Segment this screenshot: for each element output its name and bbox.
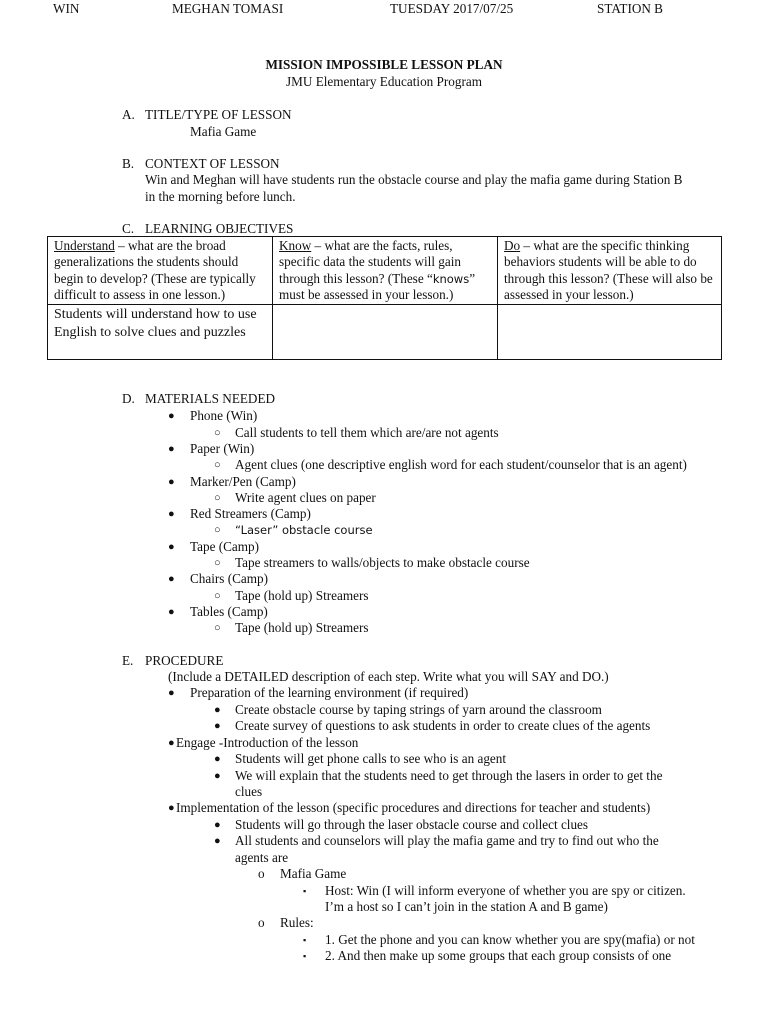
procedure-prep-step: Create survey of questions to ask students in order to create clues of the agents bbox=[235, 718, 651, 733]
procedure-engage-step: Students will get phone calls to see who is an agent bbox=[235, 751, 507, 766]
sub-bullet-circle: ○ bbox=[214, 590, 221, 602]
know-description-2: ” must be assessed in your lesson.) bbox=[279, 270, 476, 302]
header-name-meghan: MEGHAN TOMASI bbox=[172, 1, 284, 16]
rule-2: 2. And then make up some groups that each group consists of one bbox=[325, 948, 672, 963]
sub-bullet-circle: ○ bbox=[214, 524, 221, 536]
procedure-engage-step-cont: clues bbox=[235, 784, 263, 799]
doc-title: MISSION IMPOSSIBLE LESSON PLAN bbox=[265, 57, 503, 72]
square-bullet: ▪ bbox=[303, 951, 307, 961]
rule-1: 1. Get the phone and you can know whether you are spy(mafia) or not bbox=[325, 932, 695, 947]
material-item: Chairs (Camp) bbox=[190, 571, 269, 586]
bullet-dot: ● bbox=[214, 835, 221, 847]
knows-word: knows bbox=[432, 271, 470, 286]
square-bullet: ▪ bbox=[303, 935, 307, 945]
know-term: Know bbox=[279, 238, 312, 253]
procedure-impl-step: All students and counselors will play the mafia game and try to find out who the bbox=[235, 833, 659, 848]
procedure-engage-step: We will explain that the students need to get through the lasers in order to get the bbox=[235, 768, 663, 783]
sub-bullet-circle: ○ bbox=[214, 427, 221, 439]
know-answer-cell bbox=[273, 305, 498, 360]
mafia-game-label: Mafia Game bbox=[280, 866, 347, 881]
section-e-label: E. bbox=[122, 653, 134, 668]
procedure-implementation: Implementation of the lesson (specific procedures and directions for teacher and students) bbox=[176, 800, 651, 815]
material-subitem: Call students to tell them which are/are not agents bbox=[235, 425, 499, 440]
know-description-1: – what are the facts, rules, specific data the students will gain through this lesson? (These “ bbox=[279, 238, 462, 286]
section-c-label: C. bbox=[122, 221, 135, 236]
bullet-dot: ● bbox=[168, 802, 175, 814]
section-d-heading: MATERIALS NEEDED bbox=[145, 391, 276, 406]
material-subitem: Tape (hold up) Streamers bbox=[235, 620, 369, 635]
host-line-1: Host: Win (I will inform everyone of whether you are spy or citizen. bbox=[325, 883, 686, 898]
sub-bullet-circle: ○ bbox=[214, 557, 221, 569]
bullet-dot: ● bbox=[168, 606, 175, 618]
procedure-impl-step-cont: agents are bbox=[235, 850, 289, 865]
procedure-intro: (Include a DETAILED description of each step. Write what you will SAY and DO.) bbox=[168, 669, 609, 684]
material-subitem: Tape (hold up) Streamers bbox=[235, 588, 369, 603]
section-a-heading: TITLE/TYPE OF LESSON bbox=[145, 107, 292, 122]
section-b-label: B. bbox=[122, 156, 135, 171]
host-line-2: I’m a host so I can’t join in the station A and B game) bbox=[325, 899, 608, 914]
material-item: Tables (Camp) bbox=[190, 604, 268, 619]
bullet-dot: ● bbox=[168, 573, 175, 585]
bullet-dot: ● bbox=[168, 687, 175, 699]
procedure-engage: Engage -Introduction of the lesson bbox=[176, 735, 359, 750]
material-item: Tape (Camp) bbox=[190, 539, 260, 554]
material-subitem: Agent clues (one descriptive english word for each student/counselor that is an agent) bbox=[235, 457, 687, 472]
material-subitem: Tape streamers to walls/objects to make obstacle course bbox=[235, 555, 530, 570]
material-item: Red Streamers (Camp) bbox=[190, 506, 311, 521]
bullet-dot: ● bbox=[214, 720, 221, 732]
bullet-dot: ● bbox=[168, 541, 175, 553]
section-d-label: D. bbox=[122, 391, 135, 406]
square-bullet: ▪ bbox=[303, 886, 307, 896]
material-subitem: “Laser” obstacle course bbox=[235, 523, 373, 537]
bullet-dot: ● bbox=[214, 819, 221, 831]
section-b-line2: in the morning before lunch. bbox=[145, 189, 296, 204]
rules-label: Rules: bbox=[280, 915, 314, 930]
understand-term: Understand bbox=[54, 238, 115, 253]
material-item: Marker/Pen (Camp) bbox=[190, 474, 296, 489]
objective-understand-cell bbox=[48, 237, 273, 305]
section-a-label: A. bbox=[122, 107, 135, 122]
doc-subtitle: JMU Elementary Education Program bbox=[286, 74, 482, 89]
section-e-heading: PROCEDURE bbox=[145, 653, 224, 668]
sub-bullet-circle: ○ bbox=[214, 622, 221, 634]
procedure-prep: Preparation of the learning environment (if required) bbox=[190, 685, 469, 700]
bullet-dot: ● bbox=[214, 770, 221, 782]
section-a-text: Mafia Game bbox=[190, 124, 257, 139]
o-marker: o bbox=[258, 866, 265, 881]
understand-description: – what are the broad generalizations the students should begin to develop? (These are typically difficult to assess in one lesson.) bbox=[54, 238, 256, 302]
bullet-dot: ● bbox=[168, 737, 175, 749]
do-term: Do bbox=[504, 238, 521, 253]
bullet-dot: ● bbox=[168, 508, 175, 520]
learning-objectives-table bbox=[47, 236, 722, 360]
do-answer-cell bbox=[498, 305, 722, 360]
objective-do-cell bbox=[498, 237, 722, 305]
objective-know-cell bbox=[273, 237, 498, 305]
header-name-win: WIN bbox=[53, 1, 80, 16]
header-station: STATION B bbox=[597, 1, 663, 16]
section-c-heading: LEARNING OBJECTIVES bbox=[145, 221, 294, 236]
section-b-line1: Win and Meghan will have students run the obstacle course and play the mafia game during Station B bbox=[145, 172, 683, 187]
bullet-dot: ● bbox=[214, 753, 221, 765]
bullet-dot: ● bbox=[214, 704, 221, 716]
sub-bullet-circle: ○ bbox=[214, 459, 221, 471]
header-date: TUESDAY 2017/07/25 bbox=[390, 1, 514, 16]
procedure-impl-step: Students will go through the laser obstacle course and collect clues bbox=[235, 817, 589, 832]
understand-answer-cell: Students will understand how to use English to solve clues and puzzles bbox=[48, 305, 273, 360]
section-b-heading: CONTEXT OF LESSON bbox=[145, 156, 280, 171]
material-subitem: Write agent clues on paper bbox=[235, 490, 376, 505]
o-marker: o bbox=[258, 915, 265, 930]
do-description: – what are the specific thinking behaviors students will be able to do through this lesson? (These will also be assessed in your lesson.) bbox=[504, 238, 713, 302]
bullet-dot: ● bbox=[168, 410, 175, 422]
procedure-prep-step: Create obstacle course by taping strings of yarn around the classroom bbox=[235, 702, 602, 717]
bullet-dot: ● bbox=[168, 443, 175, 455]
material-item: Phone (Win) bbox=[190, 408, 258, 423]
sub-bullet-circle: ○ bbox=[214, 492, 221, 504]
material-item: Paper (Win) bbox=[190, 441, 255, 456]
bullet-dot: ● bbox=[168, 476, 175, 488]
